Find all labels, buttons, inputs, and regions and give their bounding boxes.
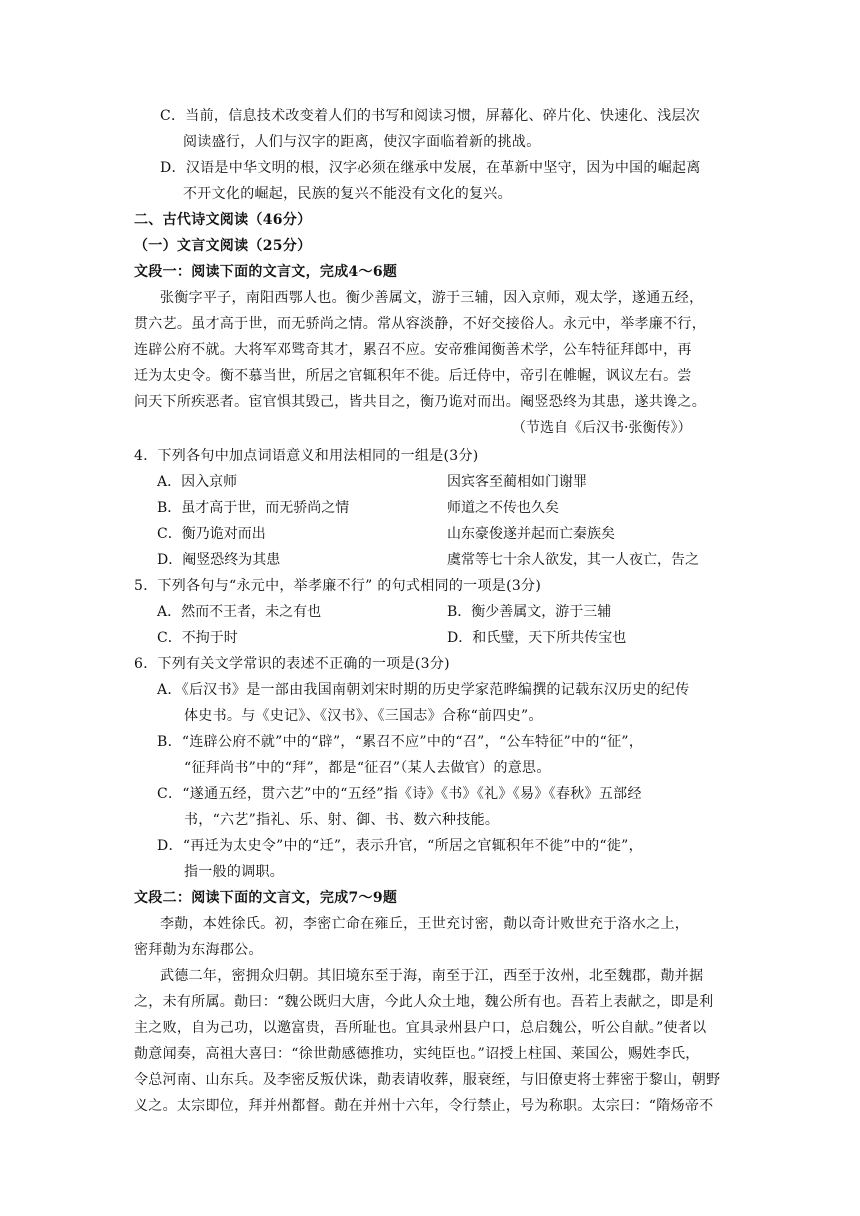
q5-option-c: C．不拘于时 [157,630,238,646]
passage2-line: 密拜勣为东海郡公。 [134,942,263,958]
passage2-heading: 文段二：阅读下面的文言文，完成7～9题 [134,890,398,906]
q6-option-a-line-2: 体史书。与《史记》、《汉书》、《三国志》合称“前四史”。 [184,708,543,724]
q6-option-a-line-1: A．《后汉书》是一部由我国南朝刘宋时期的历史学家范晔编撰的记载东汉历史的纪传 [157,682,690,698]
section-title: 二、古代诗文阅读（46分） [134,212,312,228]
subsection-title: （一）文言文阅读（25分） [134,238,312,254]
q4-option-b-right: 师道之不传也久矣 [447,500,559,516]
passage1-line: 迁为太史令。衡不慕当世，所居之官辄积年不徙。后迁侍中，帝引在帷幄，讽议左右。尝 [134,368,692,384]
passage1-line: 连辟公府不就。大将军邓骘奇其才，累召不应。安帝雅闻衡善术学，公车特征拜郎中，再 [134,342,692,358]
q5-stem: 5．下列各句与“永元中，举孝廉不行” 的句式相同的一项是(3分) [134,578,542,594]
q5-option-a: A．然而不王者，未之有也 [157,604,322,620]
passage2-line: 武德二年，密拥众归朝。其旧境东至于海，南至于江，西至于汝州，北至魏郡，勣并据 [160,968,704,984]
q6-option-b-line-2: “征拜尚书”中的“拜”，都是“征召”（某人去做官）的意思。 [184,760,551,776]
q4-option-d-right: 虞常等七十余人欲发，其一人夜亡，告之 [447,552,699,568]
q4-stem: 4．下列各句中加点词语意义和用法相同的一组是(3分) [134,448,479,464]
passage1-heading: 文段一：阅读下面的文言文，完成4～6题 [134,264,398,280]
option-c-line-1: C．当前，信息技术改变着人们的书写和阅读习惯，屏幕化、碎片化、快速化、浅层次 [160,108,701,124]
q4-option-a-right: 因宾客至蔺相如门谢罪 [447,474,587,490]
option-c-line-2: 阅读盛行，人们与汉字的距离，使汉字面临着新的挑战。 [183,134,541,150]
q6-option-d-line-1: D．“再迁为太史令”中的“迁”，表示升官，“所居之官辄积年不徙”中的“徙”， [157,838,643,854]
q4-option-c-right: 山东豪俊遂并起而亡秦族矣 [447,526,615,542]
q5-option-d: D．和氏璧，天下所共传宝也 [447,630,627,646]
passage2-line: 勣意闻奏，高祖大喜曰：“徐世勣感德推功，实纯臣也。”诏授上柱国、莱国公，赐姓李氏， [134,1046,700,1062]
passage1-line: 问天下所疾恶者。宦官惧其毁己，皆共目之，衡乃诡对而出。阉竖恐终为其患，遂共谗之。 [134,394,706,410]
passage2-line: 李勣，本姓徐氏。初，李密亡命在雍丘，王世充讨密，勣以奇计败世充于洛水之上， [160,916,690,932]
q4-option-a-left: A．因入京师 [157,474,238,490]
passage2-line: 令总河南、山东兵。及李密反叛伏诛，勣表请收葬，服衰绖，与旧僚吏将士葬密于黎山，朝野 [134,1072,721,1088]
passage1-line: 张衡字平子，南阳西鄂人也。衡少善属文，游于三辅，因入京师，观太学，遂通五经， [160,290,704,306]
passage2-line: 主之败，自为己功，以邀富贵，吾所耻也。宜具录州县户口，总启魏公，听公自献。”使者以 [134,1020,707,1036]
q4-option-d-left: D．阉竖恐终为其患 [157,552,281,568]
passage2-line: 义之。太宗即位，拜并州都督。勣在并州十六年，令行禁止，号为称职。太宗曰：“隋炀帝不 [134,1098,714,1114]
passage2-line: 之，未有所属。勣曰：“魏公既归大唐，今此人众土地，魏公所有也。吾若上表献之，即是利 [134,994,714,1010]
q4-option-c-left: C．衡乃诡对而出 [157,526,266,542]
q6-option-d-line-2: 指一般的调职。 [184,864,285,880]
option-d-line-2: 不开文化的崛起，民族的复兴不能没有文化的复兴。 [183,186,512,202]
q5-option-b: B．衡少善属文，游于三辅 [447,604,612,620]
q6-option-b-line-1: B．“连辟公府不就”中的“辟”，“累召不应”中的“召”，“公车特征”中的“征”， [157,734,644,750]
option-d-line-1: D．汉语是中华文明的根，汉字必须在继承中发展，在革新中坚守，因为中国的崛起离 [160,160,701,176]
q6-option-c-line-1: C．“遂通五经，贯六艺”中的“五经”指《诗》《书》《礼》《易》《春秋》五部经 [157,786,642,802]
passage1-source: （节选自《后汉书·张衡传》） [512,420,692,436]
q6-stem: 6．下列有关文学常识的表述不正确的一项是(3分) [134,656,450,672]
q6-option-c-line-2: 书，“六艺”指礼、乐、射、御、书、数六种技能。 [184,812,500,828]
passage1-line: 贯六艺。虽才高于世，而无骄尚之情。常从容淡静，不好交接俗人。永元中，举孝廉不行， [134,316,706,332]
q4-option-b-left: B．虽才高于世，而无骄尚之情 [157,500,350,516]
